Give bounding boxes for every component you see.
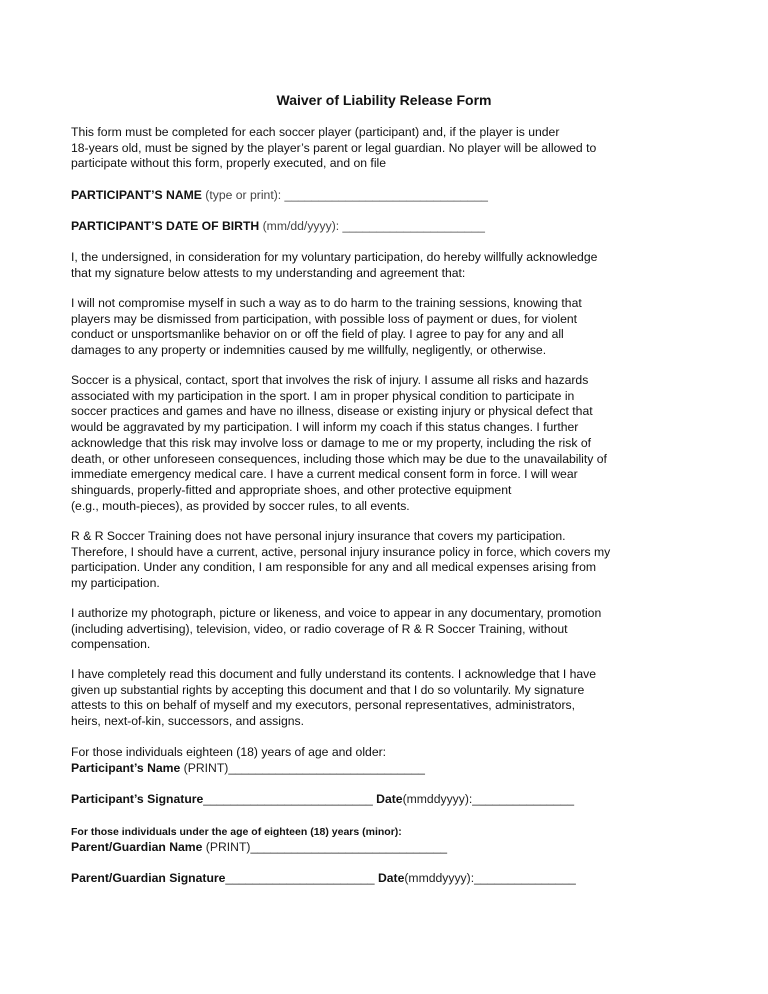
acknowledgement-paragraph — [71, 667, 641, 730]
text-line: I, the undersigned, in consideration for my voluntary participation, do hereby willfully acknowledge — [71, 250, 598, 264]
participant-name-label: PARTICIPANT’S NAME — [71, 188, 202, 202]
minor-intro: For those individuals under the age of eighteen (18) years (minor): — [71, 826, 402, 838]
participant-name-field[interactable] — [71, 188, 488, 202]
adult-name-field[interactable] — [71, 761, 425, 775]
soccer-risk-paragraph — [71, 373, 641, 514]
text-line: I will not compromise myself in such a way as to do harm to the training sessions, knowing that — [71, 296, 582, 310]
text-line: my participation. — [71, 576, 160, 591]
text-line: acknowledge that this risk may involve loss or damage to me or my property, including the risk of — [71, 435, 592, 450]
guardian-signature-label: Parent/Guardian Signature — [71, 871, 226, 885]
participant-dob-hint: (mm/dd/yyyy): _____________________ — [262, 219, 485, 233]
text-line: associated with my participation in the sport. I am in proper physical condition to participate in — [71, 388, 575, 403]
guardian-date-label: Date — [377, 871, 405, 885]
participant-dob-label: PARTICIPANT’S DATE OF BIRTH — [71, 219, 260, 233]
adult-signature-line[interactable]: _________________________ — [203, 792, 373, 806]
text-line: participation. Under any condition, I am responsible for any and all medical expenses arising from — [71, 560, 597, 575]
text-line: participate without this form, properly executed, and on file — [71, 156, 387, 171]
guardian-signature-line[interactable]: ______________________ — [225, 871, 375, 885]
adult-date-hint[interactable]: (mmddyyyy):_______________ — [402, 792, 574, 806]
adult-name-hint: (PRINT)_____________________________ — [183, 761, 425, 775]
text-line: I have completely read this document and fully understand its contents. I acknowledge that I have — [71, 667, 597, 681]
text-line: This form must be completed for each soccer player (participant) and, if the player is under — [71, 125, 560, 139]
text-line: given up substantial rights by accepting this document and that I do so voluntarily. My signature — [71, 682, 585, 697]
intro-paragraph — [71, 125, 641, 172]
guardian-name-label: Parent/Guardian Name — [71, 840, 203, 854]
participant-dob-field[interactable] — [71, 219, 485, 233]
text-line: immediate emergency medical care. I have a current medical consent form in force. I will wear — [71, 467, 578, 482]
undersigned-paragraph — [71, 250, 641, 281]
text-line: I authorize my photograph, picture or likeness, and voice to appear in any documentary, promotion — [71, 606, 602, 620]
text-line: Therefore, I should have a current, active, personal injury insurance policy in force, which covers my — [71, 544, 611, 559]
adult-name-label: Participant’s Name — [71, 761, 181, 775]
text-line: shinguards, properly-fitted and appropriate shoes, and other protective equipment — [71, 482, 512, 497]
guardian-name-field[interactable] — [71, 840, 447, 854]
adult-signature-label: Participant’s Signature — [71, 792, 204, 806]
text-line: (e.g., mouth-pieces), as provided by soccer rules, to all events. — [71, 498, 410, 513]
guardian-signature-row — [71, 871, 576, 885]
text-line: 18-years old, must be signed by the player’s parent or legal guardian. No player will be allowed to — [71, 140, 597, 155]
text-line: attests to this on behalf of myself and my executors, personal representatives, administrators, — [71, 698, 575, 713]
guardian-name-hint: (PRINT)_____________________________ — [205, 840, 448, 854]
page-title: Waiver of Liability Release Form — [276, 92, 492, 108]
compromise-paragraph — [71, 296, 641, 359]
participant-name-hint: (type or print): ______________________________ — [205, 188, 488, 202]
text-line: R & R Soccer Training does not have personal injury insurance that covers my participation. — [71, 529, 566, 543]
text-line: heirs, next-of-kin, successors, and assigns. — [71, 714, 305, 729]
text-line: death, or other unforeseen consequences, including those which may be due to the unavailability of — [71, 451, 607, 466]
photo-consent-paragraph — [71, 606, 641, 653]
text-line: players may be dismissed from participation, with possible loss of payment or dues, for violent — [71, 311, 578, 326]
insurance-paragraph — [71, 529, 641, 592]
text-line: soccer practices and games and have no illness, disease or existing injury or physical defect that — [71, 404, 593, 419]
adult-signature-row — [71, 792, 574, 806]
text-line: (including advertising), television, video, or radio coverage of R & R Soccer Training, without — [71, 621, 568, 636]
adult-date-label: Date — [376, 792, 403, 806]
text-line: compensation. — [71, 637, 151, 652]
text-line: conduct or unsportsmanlike behavior on or off the field of play. I agree to pay for any and all — [71, 327, 564, 342]
adult-intro: For those individuals eighteen (18) years of age and older: — [71, 745, 387, 759]
text-line: would be aggravated by my participation. I will inform my coach if this status changes. I further — [71, 420, 579, 435]
guardian-date-hint[interactable]: (mmddyyyy):_______________ — [404, 871, 576, 885]
text-line: damages to any property or indemnities caused by me willfully, negligently, or otherwise. — [71, 343, 547, 358]
text-line: Soccer is a physical, contact, sport that involves the risk of injury. I assume all risks and hazards — [71, 373, 589, 387]
text-line: that my signature below attests to my understanding and agreement that: — [71, 265, 466, 280]
